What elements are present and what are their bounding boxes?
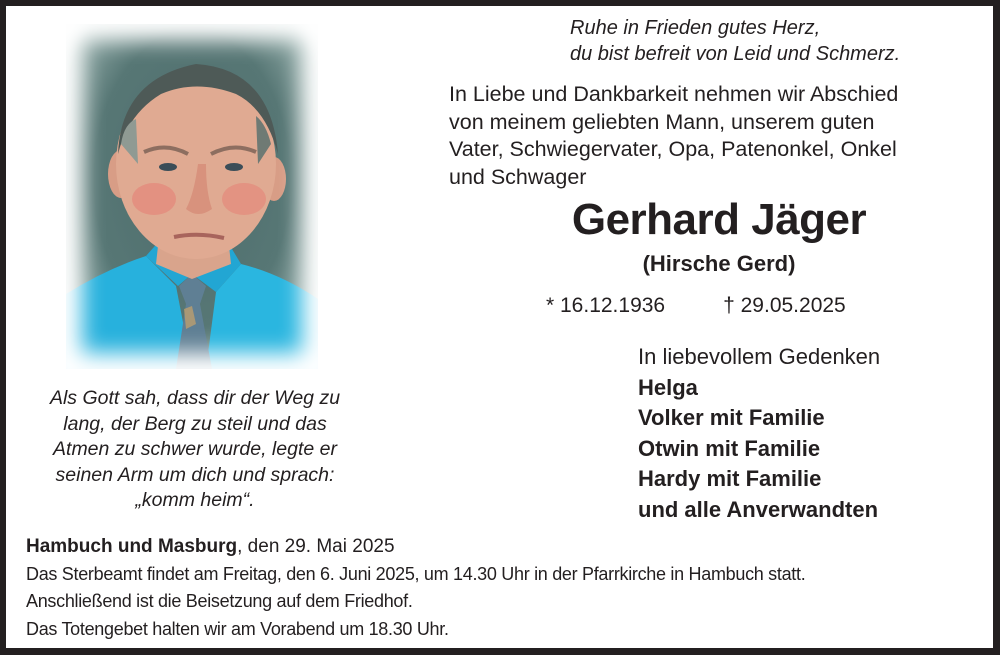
quote-line: Als Gott sah, dass dir der Weg zu <box>49 387 341 409</box>
place: Hambuch und Masburg <box>26 536 238 557</box>
verse-line: Ruhe in Frieden gutes Herz, <box>570 17 821 39</box>
mourner-name: Otwin mit Familie <box>638 435 821 461</box>
mourners-list <box>638 342 880 525</box>
intro-line: Vater, Schwiegervater, Opa, Patenonkel, Onkel <box>449 137 897 161</box>
mourner-name: Helga <box>638 374 698 400</box>
quote-line: seinen Arm um dich und sprach: <box>55 463 335 486</box>
service-info: Das Sterbeamt findet am Freitag, den 6. Juni 2025, um 14.30 Uhr in der Pfarrkirche in Hambuch statt. <box>26 563 806 584</box>
deceased-nickname: (Hirsche Gerd) <box>642 251 796 276</box>
memorial-quote <box>20 386 370 514</box>
funeral-details <box>26 533 986 643</box>
birth-date: * 16.12.1936 <box>546 294 666 317</box>
quote-line: „komm heim“. <box>135 489 255 511</box>
mourner-name: Hardy mit Familie <box>638 466 822 491</box>
intro-line: In Liebe und Dankbarkeit nehmen wir Abschied <box>449 82 899 106</box>
prayer-info: Das Totengebet halten wir am Vorabend um 18.30 Uhr. <box>26 618 449 639</box>
mourner-name: Volker mit Familie <box>638 405 825 430</box>
intro-line: von meinem geliebten Mann, unserem guten <box>449 109 875 134</box>
portrait-photo <box>66 24 318 369</box>
mourner-name: und alle Anverwandten <box>638 496 879 522</box>
quote-line: Atmen zu schwer wurde, legte er <box>53 438 337 460</box>
portrait-illustration <box>66 24 318 369</box>
notice-date: , den 29. Mai 2025 <box>237 536 395 557</box>
mourners-lead: In liebevollem Gedenken <box>638 344 881 369</box>
farewell-intro <box>449 81 989 191</box>
obituary-card <box>6 6 993 648</box>
intro-line: und Schwager <box>449 164 587 189</box>
burial-info: Anschließend ist die Beisetzung auf dem Friedhof. <box>26 591 413 611</box>
death-date: † 29.05.2025 <box>723 294 846 317</box>
quote-line: lang, der Berg zu steil und das <box>63 412 327 435</box>
verse-line: du bist befreit von Leid und Schmerz. <box>570 43 901 65</box>
deceased-name: Gerhard Jäger <box>571 195 867 244</box>
opening-verse <box>570 15 900 67</box>
place-and-date <box>26 533 986 561</box>
life-dates <box>546 292 946 320</box>
